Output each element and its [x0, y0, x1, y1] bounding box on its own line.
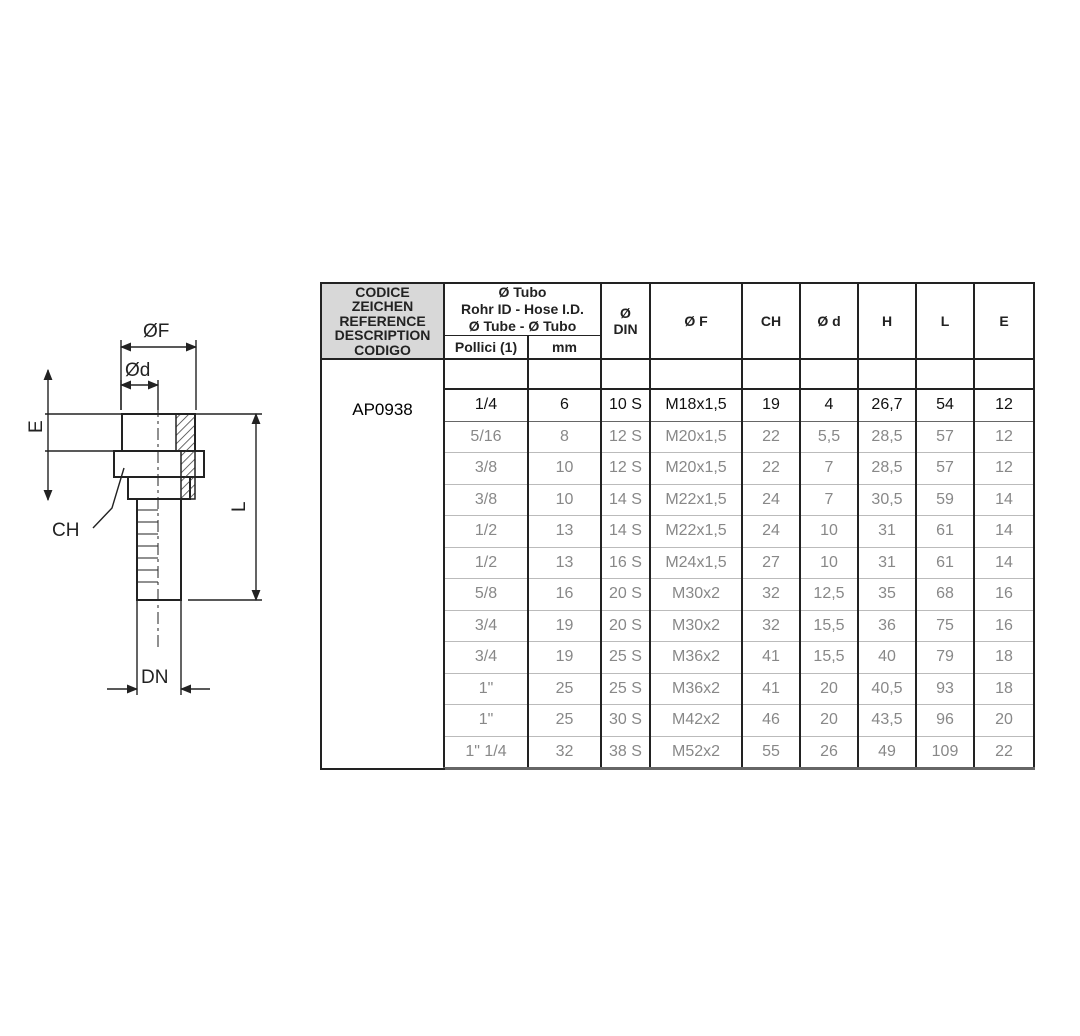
- cell-h: 26,7: [858, 389, 916, 421]
- cell-ch: 24: [742, 516, 800, 548]
- cell-f: M20x1,5: [650, 421, 742, 453]
- cell-din: 38 S: [601, 736, 650, 769]
- cell-inch: 1/2: [444, 516, 528, 548]
- fitting-technical-drawing: [0, 0, 300, 1036]
- cell-inch: 3/8: [444, 484, 528, 516]
- cell-din: 14 S: [601, 484, 650, 516]
- code-cell: [321, 359, 444, 769]
- cell-e: 18: [974, 642, 1034, 674]
- cell-inch: 1" 1/4: [444, 736, 528, 769]
- cell-d: 15,5: [800, 642, 858, 674]
- cell-e: 18: [974, 673, 1034, 705]
- cell-inch: 3/4: [444, 610, 528, 642]
- product-code: AP0938: [352, 400, 413, 419]
- cell-mm: 19: [528, 610, 601, 642]
- cell-inch: 1": [444, 705, 528, 737]
- cell-din: 25 S: [601, 642, 650, 674]
- cell-l: 68: [916, 579, 974, 611]
- cell-d: 5,5: [800, 421, 858, 453]
- cell-e: 20: [974, 705, 1034, 737]
- cell-l: 79: [916, 642, 974, 674]
- cell-f: M42x2: [650, 705, 742, 737]
- cell-f: M36x2: [650, 673, 742, 705]
- cell-d: 10: [800, 547, 858, 579]
- cell-h: 30,5: [858, 484, 916, 516]
- header-l: L: [916, 283, 974, 359]
- header-mm: mm: [528, 336, 601, 360]
- cell-mm: 16: [528, 579, 601, 611]
- cell-f: M22x1,5: [650, 516, 742, 548]
- cell-din: 12 S: [601, 421, 650, 453]
- cell-mm: 25: [528, 673, 601, 705]
- cell-mm: 13: [528, 516, 601, 548]
- cell-ch: 41: [742, 642, 800, 674]
- cell-d: 7: [800, 453, 858, 485]
- fitting-hose-tail: [137, 499, 181, 600]
- cell-mm: 8: [528, 421, 601, 453]
- header-f: Ø F: [650, 283, 742, 359]
- cell-mm: 6: [528, 389, 601, 421]
- cell-d: 20: [800, 705, 858, 737]
- header-e: E: [974, 283, 1034, 359]
- cell-l: 59: [916, 484, 974, 516]
- od-label: Ød: [125, 360, 151, 381]
- cell-l: 109: [916, 736, 974, 769]
- cell-ch: 46: [742, 705, 800, 737]
- cell-l: 57: [916, 421, 974, 453]
- specification-table: [320, 282, 1035, 770]
- cell-h: 40,5: [858, 673, 916, 705]
- fitting-section-hatch: [176, 414, 195, 499]
- l-label: L: [229, 501, 250, 512]
- cell-d: 15,5: [800, 610, 858, 642]
- cell-mm: 32: [528, 736, 601, 769]
- cell-l: 57: [916, 453, 974, 485]
- cell-e: 12: [974, 421, 1034, 453]
- cell-ch: 22: [742, 421, 800, 453]
- hose-tail-barbs: [137, 510, 158, 582]
- cell-e: 14: [974, 484, 1034, 516]
- cell-inch: 1/4: [444, 389, 528, 421]
- cell-l: 61: [916, 516, 974, 548]
- cell-f: M36x2: [650, 642, 742, 674]
- cell-inch: 3/8: [444, 453, 528, 485]
- cell-l: 75: [916, 610, 974, 642]
- cell-e: 14: [974, 516, 1034, 548]
- cell-h: 35: [858, 579, 916, 611]
- header-inch: Pollici (1): [444, 336, 528, 360]
- cell-mm: 10: [528, 484, 601, 516]
- header-hose-id: Ø Tubo Rohr ID - Hose I.D. Ø Tube - Ø Tubo: [444, 283, 601, 336]
- cell-ch: 19: [742, 389, 800, 421]
- table-spacer-row: [321, 359, 1034, 389]
- cell-f: M30x2: [650, 579, 742, 611]
- header-din: Ø DIN: [601, 283, 650, 359]
- cell-d: 12,5: [800, 579, 858, 611]
- cell-h: 36: [858, 610, 916, 642]
- cell-h: 28,5: [858, 421, 916, 453]
- cell-inch: 3/4: [444, 642, 528, 674]
- cell-inch: 1/2: [444, 547, 528, 579]
- cell-din: 10 S: [601, 389, 650, 421]
- cell-e: 14: [974, 547, 1034, 579]
- cell-ch: 32: [742, 579, 800, 611]
- cell-h: 43,5: [858, 705, 916, 737]
- cell-mm: 13: [528, 547, 601, 579]
- cell-f: M52x2: [650, 736, 742, 769]
- cell-din: 25 S: [601, 673, 650, 705]
- cell-mm: 10: [528, 453, 601, 485]
- cell-din: 14 S: [601, 516, 650, 548]
- cell-e: 12: [974, 453, 1034, 485]
- of-label: ØF: [143, 321, 170, 342]
- cell-d: 10: [800, 516, 858, 548]
- cell-h: 40: [858, 642, 916, 674]
- cell-ch: 32: [742, 610, 800, 642]
- cell-inch: 1": [444, 673, 528, 705]
- cell-mm: 19: [528, 642, 601, 674]
- cell-din: 12 S: [601, 453, 650, 485]
- e-label: E: [26, 420, 47, 433]
- header-d: Ø d: [800, 283, 858, 359]
- cell-inch: 5/16: [444, 421, 528, 453]
- cell-e: 16: [974, 610, 1034, 642]
- cell-din: 30 S: [601, 705, 650, 737]
- cell-ch: 22: [742, 453, 800, 485]
- cell-l: 54: [916, 389, 974, 421]
- cell-l: 61: [916, 547, 974, 579]
- cell-h: 49: [858, 736, 916, 769]
- cell-f: M30x2: [650, 610, 742, 642]
- cell-ch: 41: [742, 673, 800, 705]
- cell-din: 20 S: [601, 579, 650, 611]
- cell-din: 16 S: [601, 547, 650, 579]
- cell-din: 20 S: [601, 610, 650, 642]
- cell-h: 31: [858, 547, 916, 579]
- cell-ch: 55: [742, 736, 800, 769]
- cell-d: 7: [800, 484, 858, 516]
- cell-l: 96: [916, 705, 974, 737]
- header-ch: CH: [742, 283, 800, 359]
- ch-label: CH: [52, 520, 80, 541]
- cell-e: 22: [974, 736, 1034, 769]
- cell-l: 93: [916, 673, 974, 705]
- dn-label: DN: [141, 667, 169, 688]
- cell-h: 28,5: [858, 453, 916, 485]
- cell-inch: 5/8: [444, 579, 528, 611]
- cell-f: M20x1,5: [650, 453, 742, 485]
- cell-mm: 25: [528, 705, 601, 737]
- cell-f: M22x1,5: [650, 484, 742, 516]
- cell-e: 16: [974, 579, 1034, 611]
- cell-d: 26: [800, 736, 858, 769]
- cell-ch: 27: [742, 547, 800, 579]
- cell-h: 31: [858, 516, 916, 548]
- header-code: CODICE ZEICHEN REFERENCE DESCRIPTION CODIGO: [321, 283, 444, 359]
- cell-f: M18x1,5: [650, 389, 742, 421]
- cell-e: 12: [974, 389, 1034, 421]
- cell-d: 4: [800, 389, 858, 421]
- cell-f: M24x1,5: [650, 547, 742, 579]
- cell-ch: 24: [742, 484, 800, 516]
- cell-d: 20: [800, 673, 858, 705]
- header-h: H: [858, 283, 916, 359]
